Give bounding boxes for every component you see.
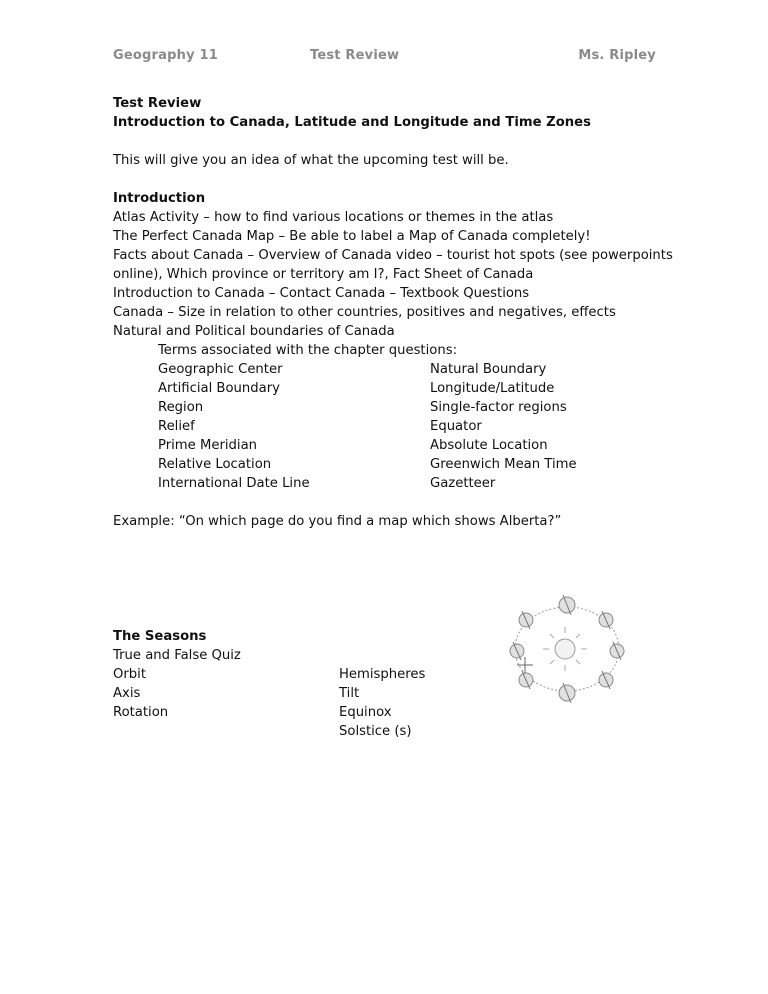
season-term: True and False Quiz xyxy=(113,648,241,663)
intro-line: Natural and Political boundaries of Canada xyxy=(113,324,395,339)
term: Region xyxy=(158,400,204,415)
introduction-heading: Introduction xyxy=(113,191,206,206)
doc-title: Test Review xyxy=(113,96,202,111)
example-text: Example: “On which page do you find a map which shows Alberta?” xyxy=(113,514,562,529)
intro-line: Atlas Activity – how to find various locations or themes in the atlas xyxy=(113,210,554,225)
seasons-heading: The Seasons xyxy=(113,629,207,644)
season-term: Solstice (s) xyxy=(339,724,412,739)
season-term: Equinox xyxy=(339,705,392,720)
term: Relief xyxy=(158,419,195,434)
term: Geographic Center xyxy=(158,362,283,377)
terms-list xyxy=(158,341,673,493)
term: Longitude/Latitude xyxy=(430,381,555,396)
main-content xyxy=(113,94,673,531)
terms-row xyxy=(158,455,673,474)
seasons-section xyxy=(113,627,489,741)
terms-row xyxy=(158,417,673,436)
terms-row xyxy=(158,398,673,417)
term: Artificial Boundary xyxy=(158,381,280,396)
season-term: Rotation xyxy=(113,705,169,720)
intro-line: Introduction to Canada – Contact Canada – Textbook Questions xyxy=(113,286,530,301)
seasons-column-1 xyxy=(113,646,339,741)
terms-row xyxy=(158,360,673,379)
term: International Date Line xyxy=(158,476,310,491)
intro-line: Canada – Size in relation to other countries, positives and negatives, effects xyxy=(113,305,616,320)
term: Natural Boundary xyxy=(430,362,547,377)
term: Absolute Location xyxy=(430,438,548,453)
term: Gazetteer xyxy=(430,476,496,491)
header-title: Test Review xyxy=(310,48,400,63)
header-course: Geography 11 xyxy=(113,48,218,63)
intro-text: This will give you an idea of what the upcoming test will be. xyxy=(113,153,509,168)
intro-line: online), Which province or territory am I?, Fact Sheet of Canada xyxy=(113,267,534,282)
doc-subtitle: Introduction to Canada, Latitude and Longitude and Time Zones xyxy=(113,115,591,130)
season-term: Tilt xyxy=(339,686,360,701)
terms-row xyxy=(158,436,673,455)
term: Equator xyxy=(430,419,482,434)
term: Single-factor regions xyxy=(430,400,567,415)
seasons-orbit-diagram xyxy=(495,583,640,718)
season-term: Hemispheres xyxy=(339,667,426,682)
terms-heading: Terms associated with the chapter questions: xyxy=(158,343,458,358)
terms-row xyxy=(158,379,673,398)
seasons-column-2 xyxy=(339,646,489,741)
term: Greenwich Mean Time xyxy=(430,457,577,472)
header-teacher: Ms. Ripley xyxy=(578,48,656,63)
season-term: Orbit xyxy=(113,667,147,682)
intro-line: The Perfect Canada Map – Be able to label a Map of Canada completely! xyxy=(113,229,591,244)
intro-line: Facts about Canada – Overview of Canada video – tourist hot spots (see powerpoints xyxy=(113,248,673,263)
terms-row xyxy=(158,474,673,493)
seasons-terms xyxy=(113,646,489,741)
term: Prime Meridian xyxy=(158,438,258,453)
term: Relative Location xyxy=(158,457,272,472)
season-term: Axis xyxy=(113,686,141,701)
